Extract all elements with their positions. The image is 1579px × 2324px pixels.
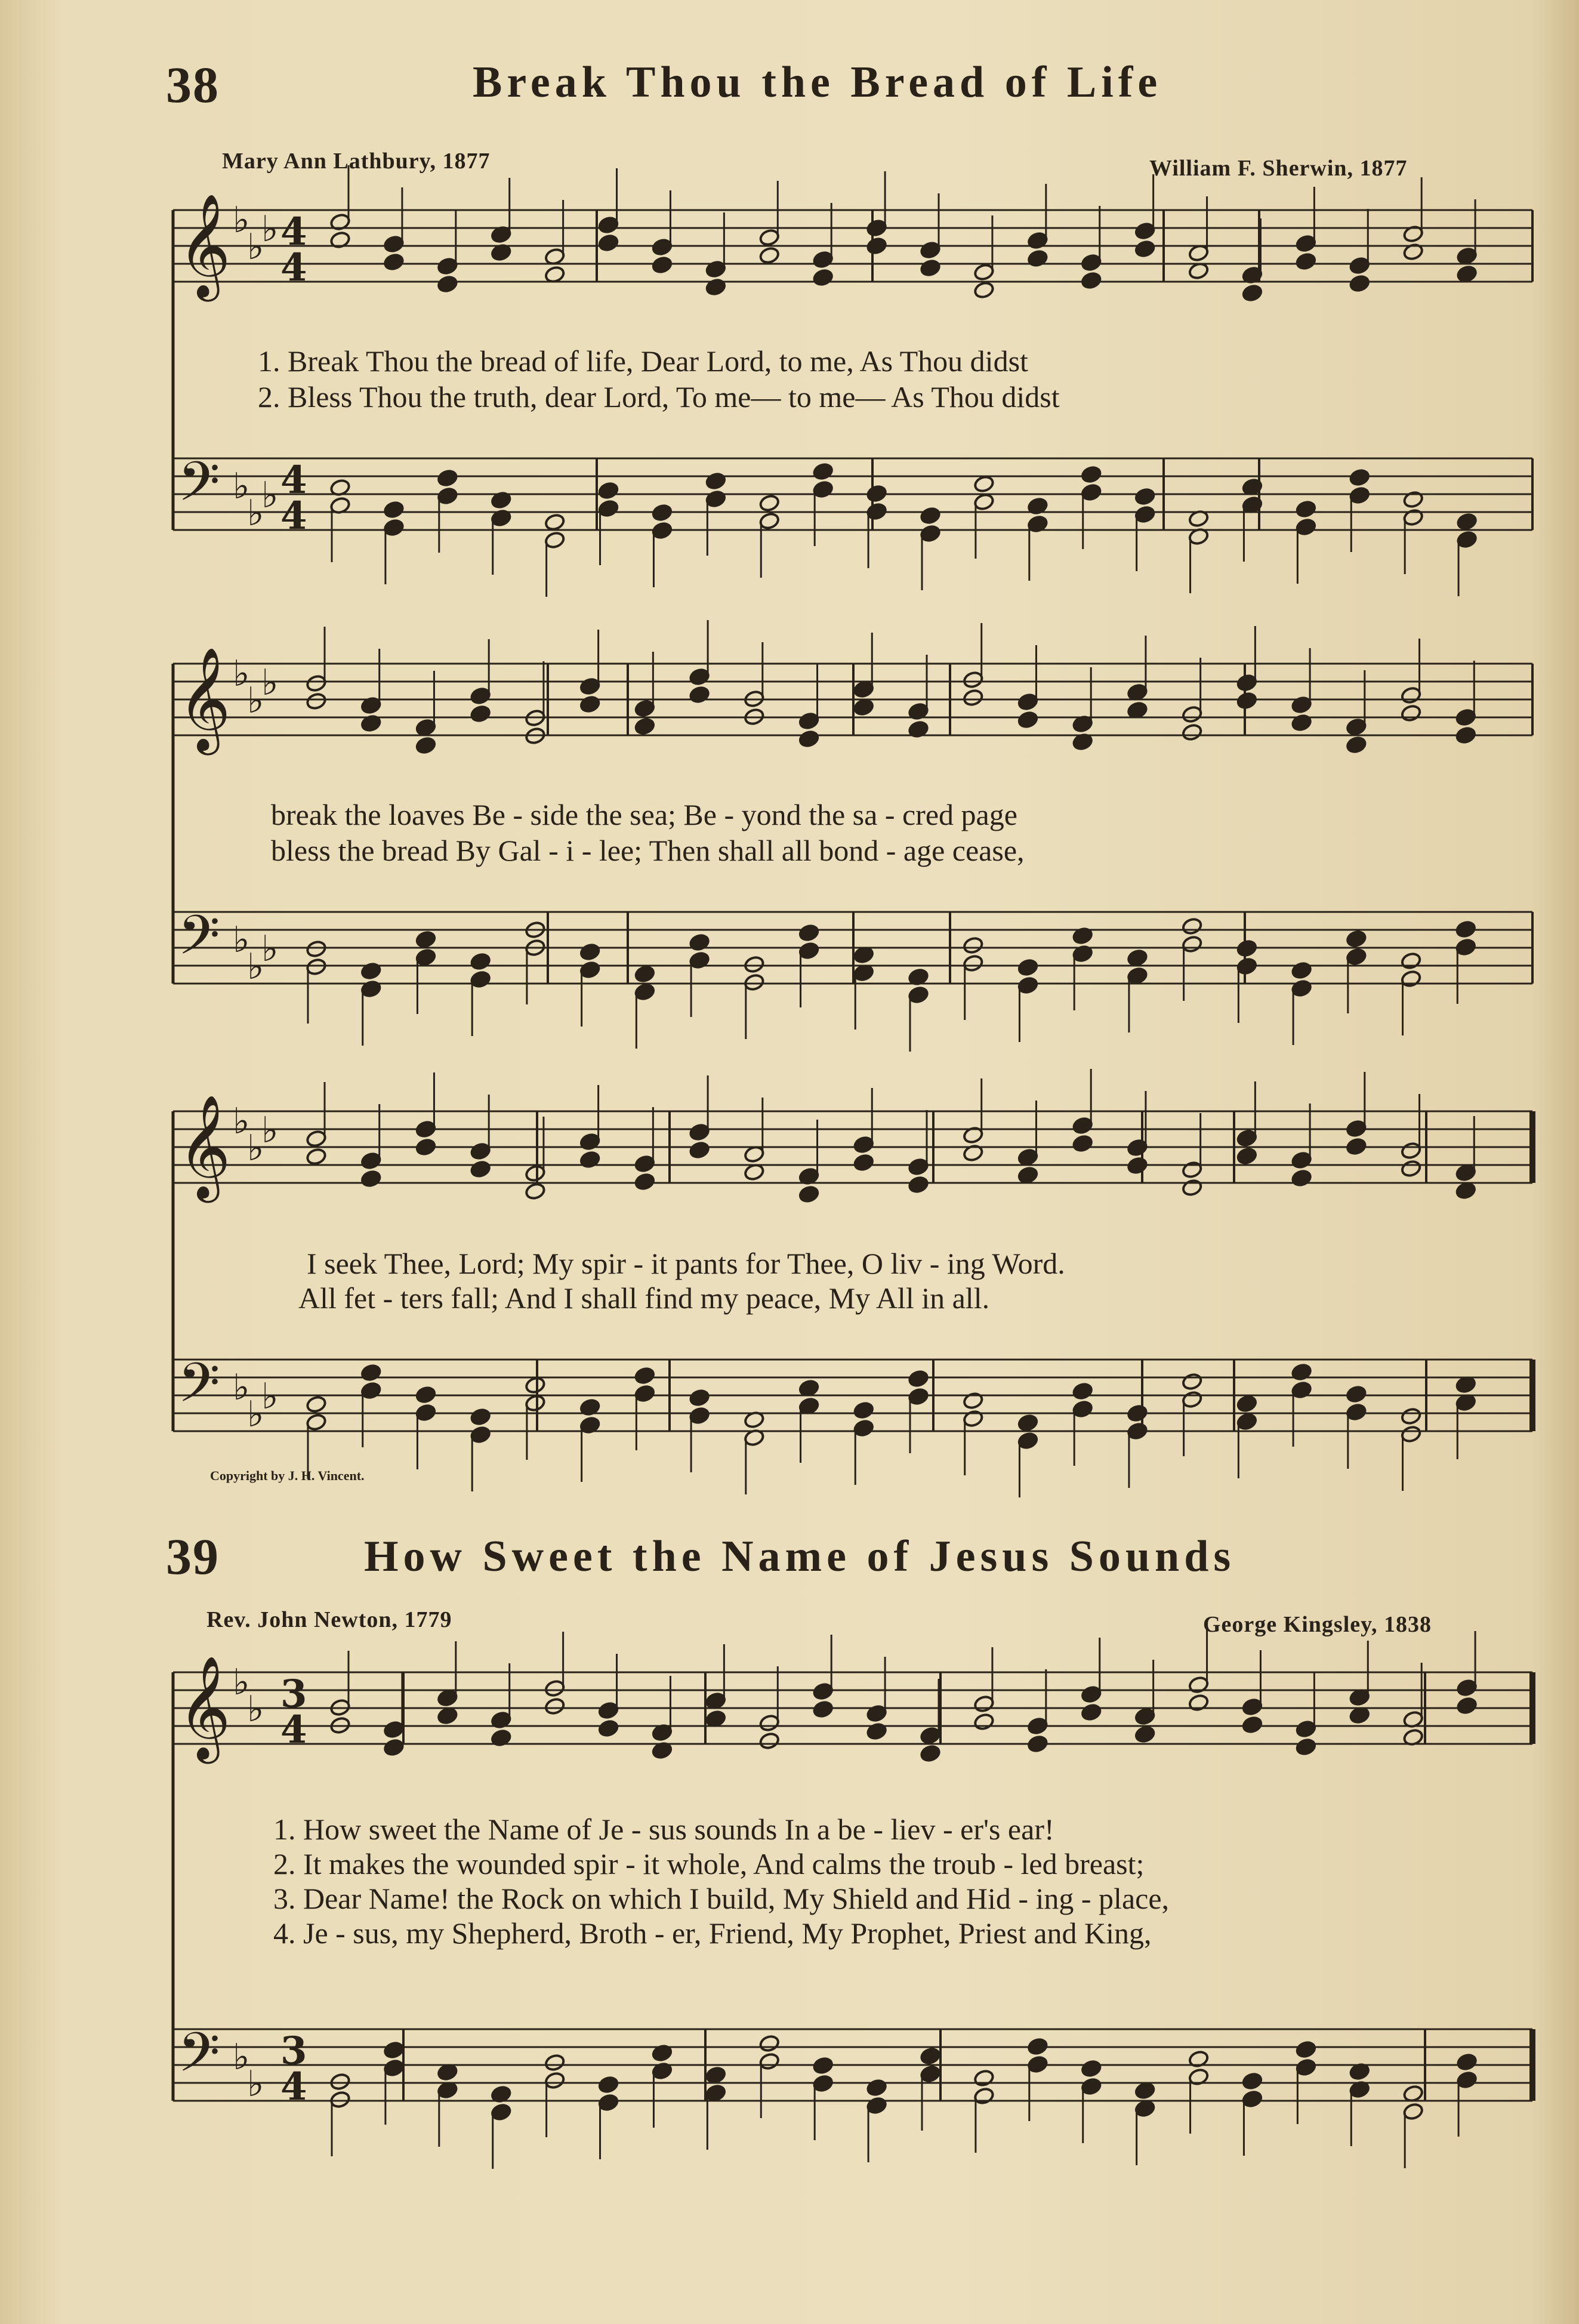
note-head — [689, 933, 710, 952]
note-head — [1027, 1735, 1048, 1753]
bass-clef-icon: 𝄢 — [178, 2021, 220, 2097]
note-head — [920, 507, 941, 525]
hymn-38-line2-verse2: bless the bread By Gal - i - lee; Then shall all bond - age cease, — [271, 834, 1025, 867]
note-head — [306, 940, 327, 958]
bass-clef-icon: 𝄢 — [178, 904, 220, 980]
hymn-39-words-credit: Rev. John Newton, 1779 — [206, 1607, 452, 1632]
note-head — [1072, 1135, 1093, 1153]
time-signature-bottom: 4 — [280, 494, 307, 538]
note-head — [908, 1370, 929, 1388]
note-head — [853, 1154, 874, 1172]
bass-clef-icon: 𝄢 — [178, 1351, 220, 1428]
note-head — [866, 485, 887, 503]
note-head — [1296, 500, 1317, 519]
note-head — [705, 278, 727, 297]
note-head — [1182, 1373, 1203, 1391]
flat-icon: ♭ — [233, 653, 250, 695]
note-head — [1081, 2060, 1102, 2078]
note-head — [1236, 692, 1258, 710]
hymn-39-number: 39 — [166, 1528, 220, 1585]
note-head — [973, 2069, 995, 2088]
note-head — [1072, 1382, 1093, 1401]
note-head — [1236, 1395, 1258, 1413]
note-head — [329, 2073, 351, 2091]
note-head — [1017, 711, 1039, 729]
flat-icon: ♭ — [261, 928, 279, 970]
flat-icon: ♭ — [247, 226, 264, 268]
flat-icon: ♭ — [233, 919, 250, 961]
note-head — [1346, 930, 1367, 948]
note-head — [963, 1392, 984, 1410]
note-head — [415, 1138, 437, 1157]
hymn-39-verse2: 2. It makes the wounded spir - it whole, And calms the troub - led breast; — [273, 1847, 1145, 1881]
note-head — [1081, 1703, 1102, 1722]
note-head — [689, 1141, 710, 1160]
hymn-39-verse3: 3. Dear Name! the Rock on which I build, My Shield and Hid - ing - place, — [273, 1882, 1170, 1915]
note-head — [470, 953, 491, 971]
note-head — [544, 513, 566, 532]
note-head — [598, 234, 619, 252]
note-head — [866, 2079, 887, 2097]
flat-icon: ♭ — [233, 466, 250, 507]
note-head — [812, 1700, 834, 1719]
note-head — [383, 2041, 405, 2060]
note-head — [437, 275, 458, 294]
note-head — [973, 1713, 995, 1731]
note-head — [1296, 252, 1317, 271]
note-head — [705, 2066, 727, 2085]
hymn-39-verse1: 1. How sweet the Name of Je - sus sounds In a be - liev - er's ear! — [273, 1813, 1054, 1846]
note-head — [1242, 2072, 1263, 2091]
note-head — [598, 2076, 619, 2094]
note-head — [383, 501, 405, 519]
note-head — [1017, 1414, 1039, 1432]
note-head — [544, 1697, 566, 1716]
hymn-38-number: 38 — [166, 56, 220, 113]
note-head — [525, 1376, 546, 1395]
note-head — [1291, 1363, 1312, 1382]
note-head — [470, 1408, 491, 1426]
note-head — [920, 2047, 941, 2066]
note-head — [579, 695, 601, 714]
note-head — [812, 2057, 834, 2075]
note-head — [973, 475, 995, 494]
treble-clef-icon: 𝄞 — [178, 193, 231, 297]
flat-icon: ♭ — [247, 680, 264, 722]
flat-icon: ♭ — [233, 1101, 250, 1142]
note-head — [415, 930, 437, 949]
flat-icon: ♭ — [247, 1127, 264, 1169]
note-head — [920, 259, 941, 278]
time-signature-bottom: 4 — [280, 1707, 307, 1752]
note-head — [812, 463, 834, 481]
note-head — [1346, 736, 1367, 754]
note-head — [598, 482, 619, 500]
note-head — [1242, 284, 1263, 303]
note-head — [1455, 1182, 1476, 1200]
note-head — [1349, 469, 1370, 487]
hymn-38-line3-verse2: All fet - ters fall; And I shall find my peace, My All in all. — [298, 1281, 990, 1315]
note-head — [866, 237, 887, 255]
note-head — [798, 1185, 820, 1204]
note-head — [360, 1170, 382, 1188]
hymn-38-title: Break Thou the Bread of Life — [473, 58, 1162, 107]
note-head — [598, 1719, 619, 1738]
note-head — [652, 256, 673, 275]
note-head — [1182, 1179, 1203, 1197]
note-head — [1346, 1385, 1367, 1404]
note-head — [1017, 958, 1039, 977]
note-head — [1236, 939, 1258, 958]
flat-icon: ♭ — [247, 946, 264, 988]
note-head — [383, 1739, 405, 1757]
hymn-38-copyright: Copyright by J. H. Vincent. — [210, 1468, 365, 1483]
hymn-39-music-credit: George Kingsley, 1838 — [1203, 1612, 1432, 1637]
note-head — [634, 717, 656, 736]
note-head — [1401, 1160, 1422, 1178]
note-head — [1081, 272, 1102, 290]
note-head — [437, 1707, 458, 1725]
note-head — [689, 686, 710, 704]
note-head — [360, 962, 382, 981]
flat-icon: ♭ — [261, 1376, 279, 1417]
flat-icon: ♭ — [261, 474, 279, 516]
note-head — [758, 246, 780, 265]
note-head — [634, 1367, 656, 1385]
note-head — [634, 965, 656, 984]
note-head — [1127, 949, 1148, 967]
treble-clef-icon: 𝄞 — [178, 1656, 231, 1759]
note-head — [689, 1389, 710, 1407]
note-head — [866, 1722, 887, 1741]
note-head — [1291, 1169, 1312, 1188]
flat-icon: ♭ — [247, 1394, 264, 1435]
note-head — [544, 2054, 566, 2072]
note-head — [1027, 2038, 1048, 2056]
hymn-39-title: How Sweet the Name of Jesus Sounds — [364, 1532, 1236, 1581]
note-head — [1349, 275, 1370, 293]
note-head — [705, 472, 727, 491]
note-head — [415, 736, 437, 755]
note-head — [1127, 1404, 1148, 1423]
flat-icon: ♭ — [233, 199, 250, 241]
note-head — [634, 1173, 656, 1191]
note-head — [1296, 2041, 1317, 2059]
note-head — [853, 698, 874, 717]
note-head — [798, 924, 820, 942]
hymn-38-line1-verse2: 2. Bless Thou the truth, dear Lord, To me— to me— As Thou didst — [258, 380, 1060, 414]
note-head — [415, 1386, 437, 1404]
note-head — [1291, 714, 1312, 732]
note-head — [1027, 249, 1048, 268]
flat-icon: ♭ — [247, 2063, 264, 2105]
hymn-38-line3-verse1: I seek Thee, Lord; My spir - it pants for Thee, O liv - ing Word. — [307, 1247, 1065, 1280]
note-head — [963, 689, 984, 707]
note-head — [908, 1176, 929, 1194]
note-head — [306, 1148, 327, 1166]
note-head — [652, 504, 673, 522]
time-signature-top: 3 — [280, 1672, 307, 1716]
note-head — [383, 253, 405, 272]
note-head — [306, 692, 327, 711]
flat-icon: ♭ — [247, 1688, 264, 1730]
flat-icon: ♭ — [247, 492, 264, 534]
note-head — [306, 1395, 327, 1414]
treble-clef-icon: 𝄞 — [178, 647, 231, 751]
note-head — [1127, 1157, 1148, 1175]
note-head — [1456, 2053, 1478, 2072]
hymn-38-music-credit: William F. Sherwin, 1877 — [1149, 156, 1408, 181]
note-head — [1296, 1738, 1317, 1756]
note-head — [1081, 466, 1102, 484]
treble-clef-icon: 𝄞 — [178, 1095, 231, 1198]
note-head — [853, 1401, 874, 1420]
note-head — [812, 269, 834, 287]
note-head — [360, 1364, 382, 1382]
note-head — [1456, 513, 1478, 531]
bass-clef-icon: 𝄢 — [178, 450, 220, 526]
note-head — [1456, 265, 1478, 283]
flat-icon: ♭ — [261, 208, 279, 250]
flat-icon: ♭ — [261, 662, 279, 704]
note-head — [579, 1151, 601, 1169]
note-head — [1134, 2082, 1156, 2100]
note-head — [758, 1732, 780, 1750]
note-head — [798, 730, 820, 748]
time-signature-top: 3 — [280, 2029, 307, 2073]
note-head — [1456, 1697, 1478, 1715]
note-head — [1242, 1716, 1263, 1734]
note-head — [470, 1160, 491, 1179]
note-head — [758, 2035, 780, 2053]
note-head — [744, 956, 765, 974]
note-head — [579, 943, 601, 961]
note-head — [1455, 726, 1476, 745]
note-head — [758, 494, 780, 513]
flat-icon: ♭ — [233, 2036, 250, 2078]
hymn-38-line2-verse1: break the loaves Be - side the sea; Be - yond the sa - cred page — [271, 798, 1017, 831]
note-head — [437, 469, 458, 488]
note-head — [1402, 491, 1424, 509]
flat-icon: ♭ — [233, 1367, 250, 1408]
note-head — [1182, 917, 1203, 936]
hymn-38-words-credit: Mary Ann Lathbury, 1877 — [222, 149, 491, 174]
time-signature-bottom: 4 — [280, 245, 307, 290]
note-head — [1134, 1725, 1156, 1744]
note-head — [1182, 723, 1203, 742]
hymn-38-line1-verse1: 1. Break Thou the bread of life, Dear Lord, to me, As Thou didst — [258, 344, 1028, 378]
note-head — [973, 281, 995, 300]
note-head — [1401, 704, 1422, 723]
note-head — [470, 705, 491, 723]
note-head — [1134, 240, 1156, 258]
note-head — [1455, 920, 1476, 939]
note-head — [1401, 1407, 1422, 1426]
hymn-39-verse4: 4. Je - sus, my Shepherd, Broth - er, Friend, My Prophet, Priest and King, — [273, 1916, 1152, 1950]
note-head — [1134, 488, 1156, 506]
time-signature-top: 4 — [280, 458, 307, 503]
flat-icon: ♭ — [233, 1662, 250, 1703]
note-head — [963, 936, 984, 955]
note-head — [1236, 1147, 1258, 1166]
time-signature-bottom: 4 — [280, 2064, 307, 2109]
note-head — [1017, 1166, 1039, 1185]
note-head — [1346, 1138, 1367, 1156]
note-head — [920, 1744, 941, 1763]
flat-icon: ♭ — [261, 1109, 279, 1151]
note-head — [1291, 961, 1312, 980]
note-head — [1188, 1694, 1210, 1712]
note-head — [525, 1182, 546, 1201]
time-signature-top: 4 — [280, 209, 307, 254]
note-head — [1401, 952, 1422, 970]
